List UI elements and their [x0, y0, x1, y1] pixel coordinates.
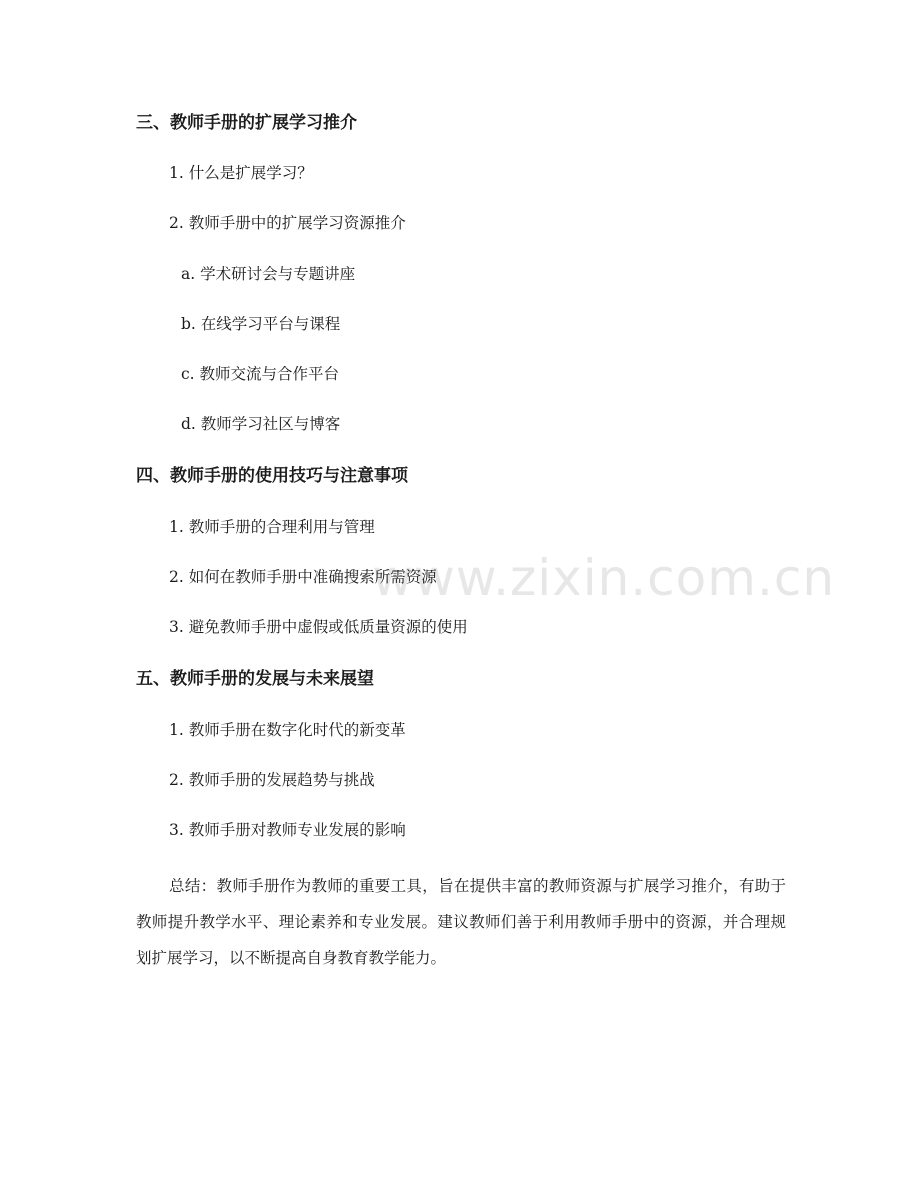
list-item: 3. 教师手册对教师专业发展的影响 [169, 821, 406, 839]
list-item: 3. 避免教师手册中虚假或低质量资源的使用 [169, 618, 468, 636]
sub-list-item: b. 在线学习平台与课程 [181, 315, 341, 333]
sub-list-item: a. 学术研讨会与专题讲座 [181, 265, 356, 283]
sub-list-item: c. 教师交流与合作平台 [181, 365, 340, 383]
section-heading-4: 四、教师手册的使用技巧与注意事项 [136, 466, 408, 486]
watermark: www.zixin.com.cn [372, 549, 836, 607]
list-item: 2. 教师手册的发展趋势与挑战 [169, 771, 375, 789]
list-item: 1. 教师手册在数字化时代的新变革 [169, 721, 406, 739]
list-item: 2. 教师手册中的扩展学习资源推介 [169, 214, 406, 232]
list-item: 2. 如何在教师手册中准确搜索所需资源 [169, 568, 437, 586]
summary-paragraph: 总结：教师手册作为教师的重要工具，旨在提供丰富的教师资源与扩展学习推介，有助于教师提升教学水平、理论素养和专业发展。建议教师们善于利用教师手册中的资源，并合理规划扩展学习，以不断提高自身教育教学能力。 [136, 877, 786, 967]
sub-list-item: d. 教师学习社区与博客 [181, 415, 341, 433]
list-item: 1. 教师手册的合理利用与管理 [169, 518, 375, 536]
section-heading-3: 三、教师手册的扩展学习推介 [136, 113, 357, 133]
list-item: 1. 什么是扩展学习？ [169, 164, 313, 182]
section-heading-5: 五、教师手册的发展与未来展望 [136, 669, 374, 689]
